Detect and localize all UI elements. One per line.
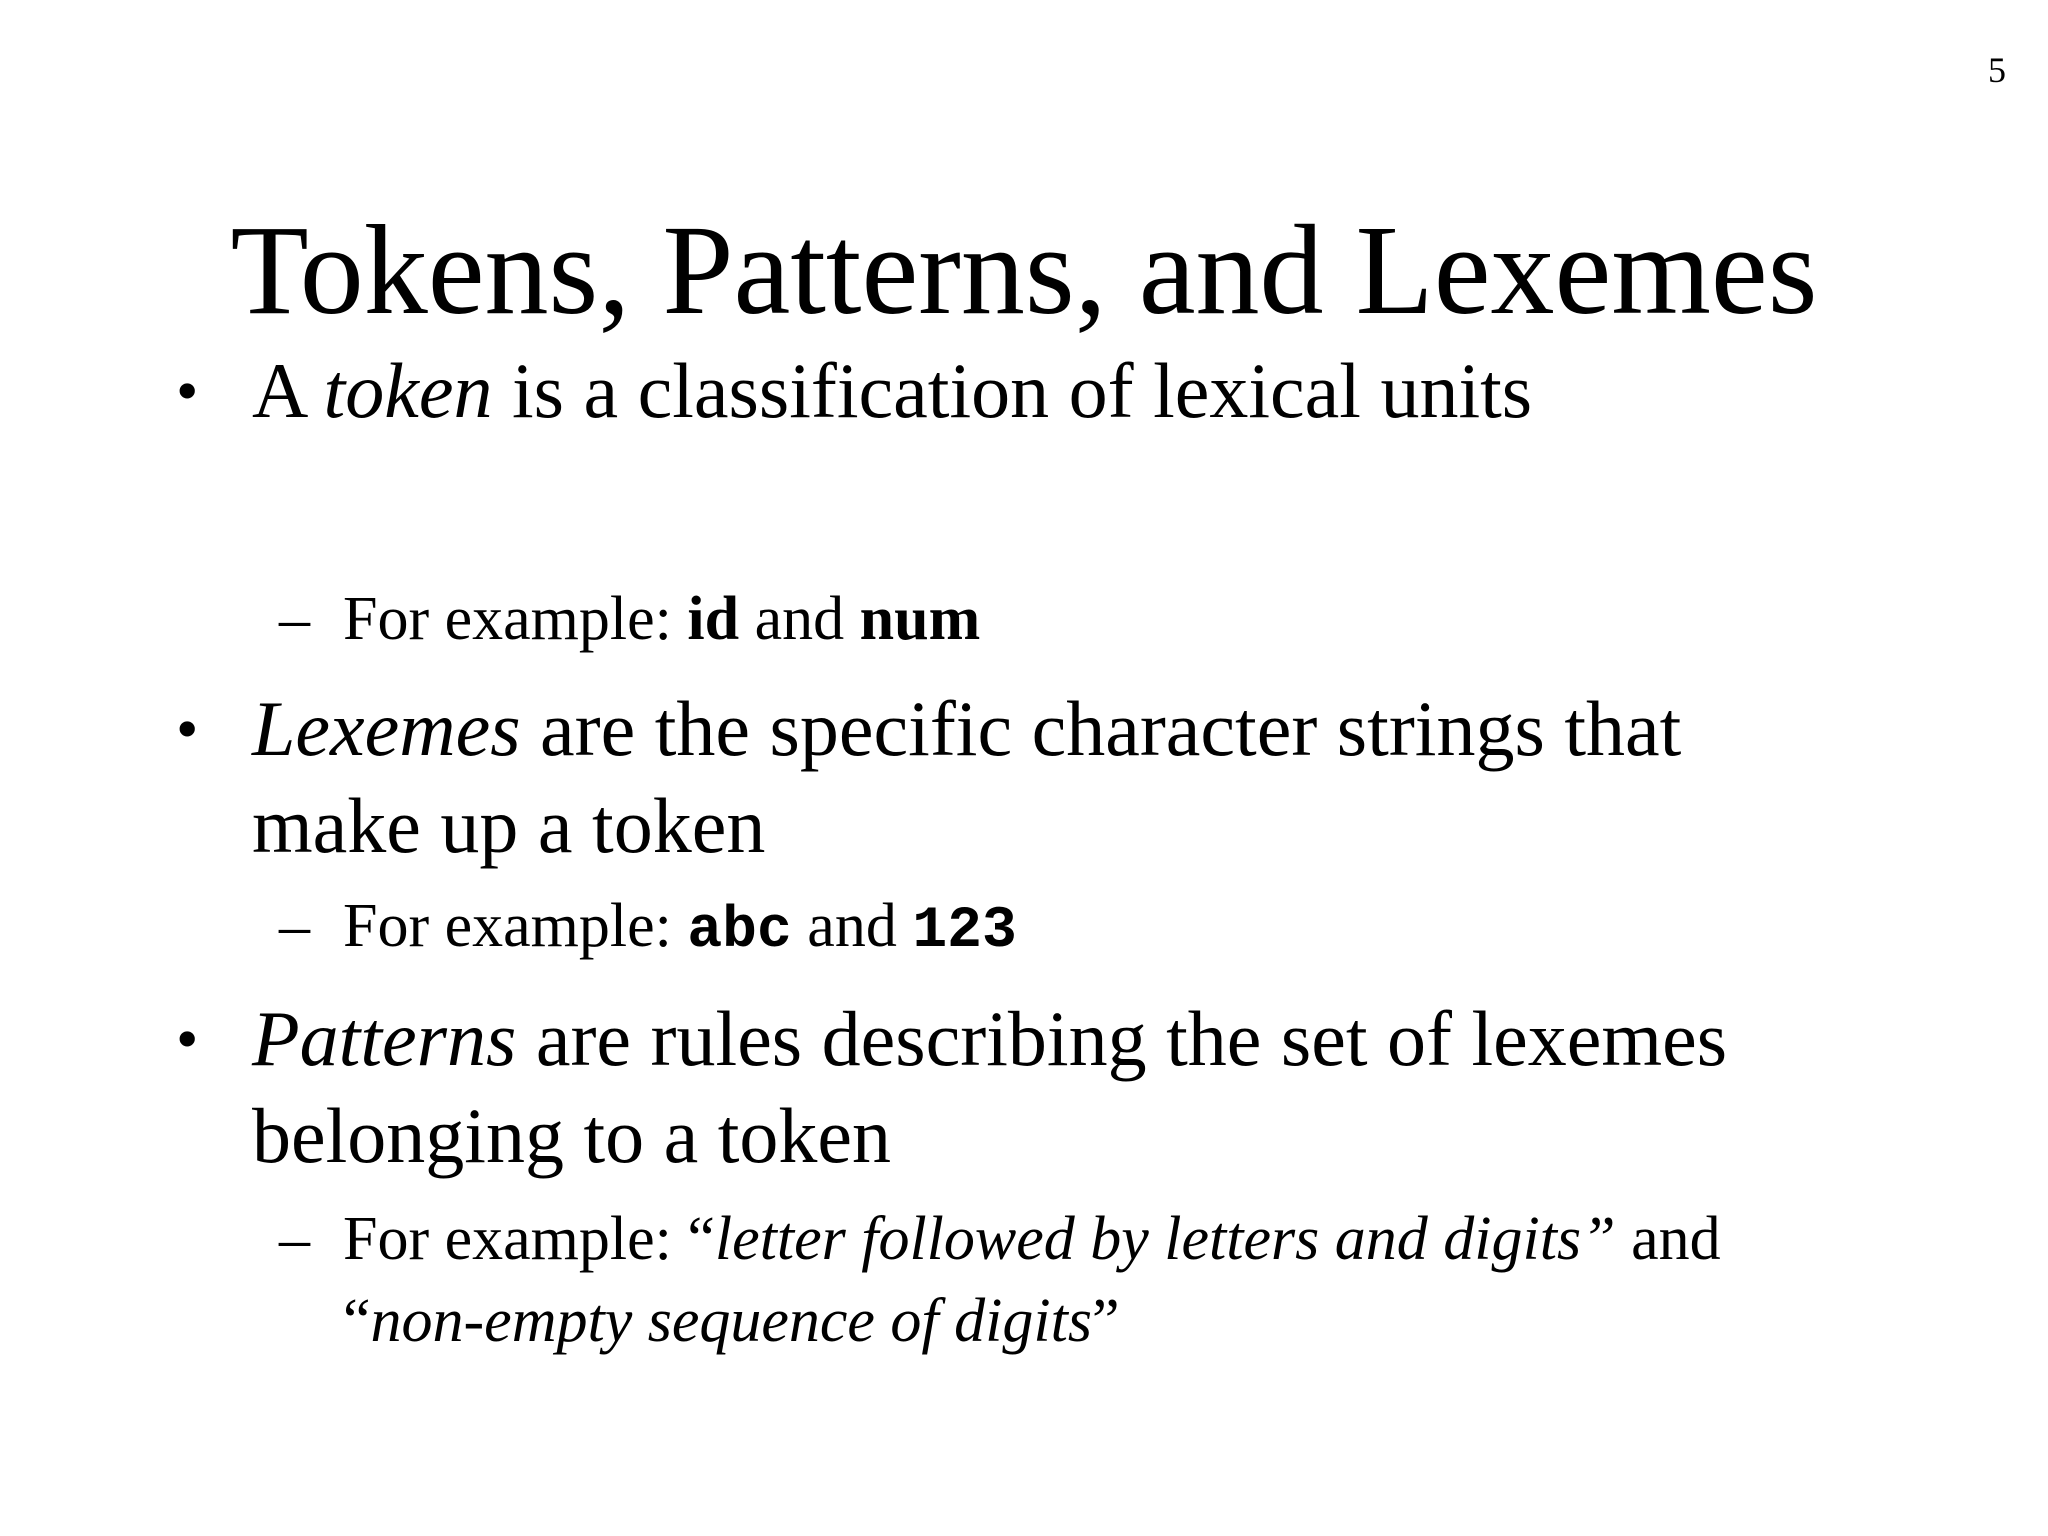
term-lexemes: Lexemes [252, 685, 521, 772]
dash-marker: – [279, 892, 310, 960]
bullet-text: is a classification of lexical units [492, 347, 1533, 434]
bullet-marker: • [176, 1003, 199, 1074]
pattern-id: letter followed by letters and digits” [714, 1205, 1616, 1273]
close-quote: ” [1091, 1287, 1120, 1355]
bullet-lexemes [176, 680, 1892, 874]
bullet-text-line2: make up a token [252, 782, 766, 869]
sub-bullet-lexeme-example [279, 885, 1963, 973]
sub-bullet-pattern-example [279, 1198, 1963, 1362]
slide-title: Tokens, Patterns, and Lexemes [230, 199, 1818, 341]
dash-marker: – [279, 585, 310, 653]
bullet-text: A [252, 347, 324, 434]
dash-marker: – [279, 1205, 310, 1273]
term-token: token [323, 347, 493, 434]
token-id: id [687, 585, 740, 653]
sub-bullet-token-example [279, 578, 1963, 660]
example-prefix: For example: “ [343, 1205, 715, 1273]
page-number: 5 [1988, 50, 2006, 90]
bullet-text-line2: belonging to a token [252, 1092, 892, 1179]
bullet-text: are rules describing the set of lexemes [516, 995, 1728, 1082]
example-and: and [739, 585, 860, 653]
pattern-num: non-empty sequence of digits [370, 1287, 1092, 1355]
example-and: and [1615, 1205, 1721, 1273]
bullet-text: are the specific character strings that [520, 685, 1682, 772]
lexeme-abc: abc [687, 899, 792, 964]
example-and: and [791, 892, 913, 960]
term-patterns: Patterns [252, 995, 517, 1082]
example-prefix: For example: [343, 892, 688, 960]
open-quote: “ [343, 1287, 371, 1355]
bullet-patterns [176, 990, 1892, 1184]
bullet-token [176, 342, 1892, 439]
lexeme-123: 123 [912, 899, 1017, 964]
token-num: num [859, 585, 981, 653]
bullet-marker: • [176, 355, 199, 426]
example-prefix: For example: [343, 585, 688, 653]
bullet-marker: • [176, 693, 199, 764]
